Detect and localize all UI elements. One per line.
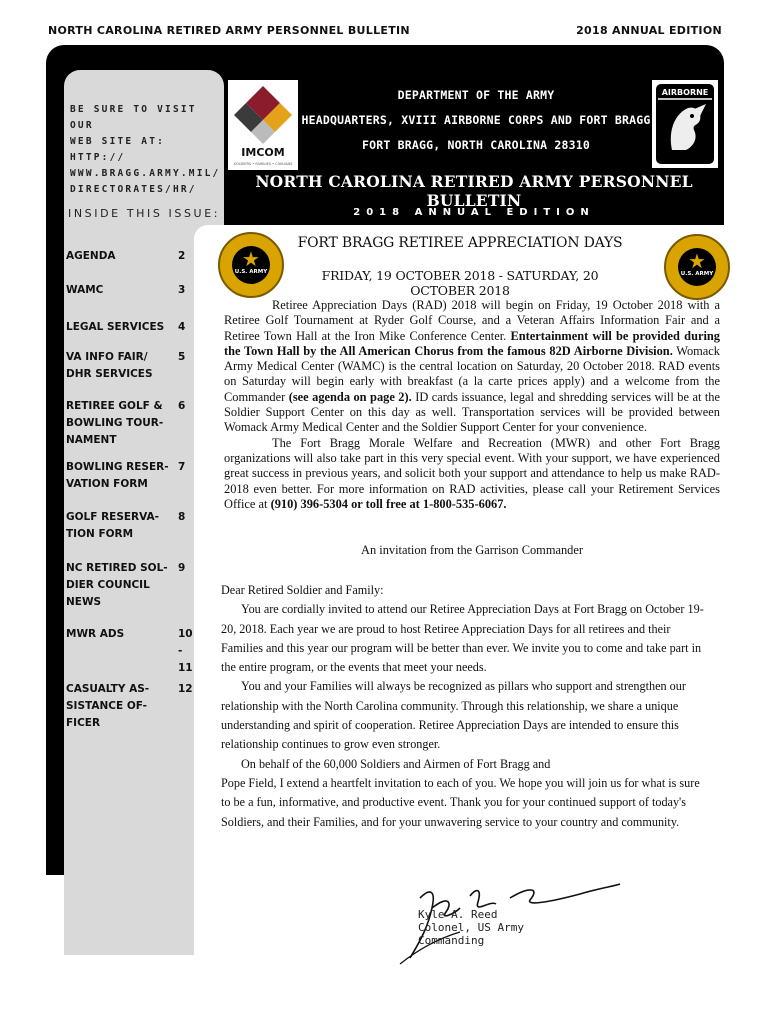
signature-block <box>418 908 524 947</box>
letter-paragraph: You are cordially invited to attend our Retiree Appreciation Days at Fort Bragg on October 19-20, 2018. Each year we are proud to host Retiree Appreciation Days for all retirees and their Families and this year our program will be better than ever. We invite you to come and take part in the entire program, or the events that meet your needs. <box>221 602 704 675</box>
toc-label: AGENDA <box>66 250 116 262</box>
toc-page: 8 <box>178 511 186 523</box>
article-paragraph: Retiree Appreciation Days (RAD) 2018 will begin on Friday, 19 October 2018 with a Retiree Golf Tournament at Ryder Golf Course, and a Veteran Affairs Information Fair and a Retiree Town Hall at the Iron Mike Conference Center. Entertainment will be provided during the Town Hall by the All American Chorus from the famous 82D Airborne Division. Womack Army Medical Center (WAMC) is the central location on Saturday, 20 October 2018. RAD events on Saturday will begin early with breakfast (a la carte prices apply) and a welcome from the Commander (see agenda on page 2). ID cards issuance, legal and shredding services will be at the Soldier Support Center on this day as well. Transportation services will be provided between Womack Army Medical Center and the Soldier Support Center for your convenience. <box>224 298 720 435</box>
imcom-tagline: SOLDIERS • FAMILIES • CIVILIANS <box>233 162 293 166</box>
toc-page: 10 - 11 <box>178 628 193 674</box>
toc-page: 6 <box>178 400 186 412</box>
airborne-tab-text: AIRBORNE <box>661 88 709 97</box>
seal-text: U.S. ARMY <box>680 271 714 277</box>
header-line: FORT BRAGG, NORTH CAROLINA 28310 <box>362 138 590 152</box>
website-line: WEB SITE AT: HTTP:// <box>70 136 166 163</box>
toc-label: GOLF RESERVA-TION FORM <box>66 511 160 540</box>
toc-page: 12 <box>178 683 193 695</box>
website-line: WWW.BRAGG.ARMY.MIL/ <box>70 168 221 179</box>
retired-army-seal-right <box>664 234 730 300</box>
toc-page: 3 <box>178 284 186 296</box>
letter-salutation: Dear Retired Soldier and Family: <box>221 583 384 597</box>
toc-page: 2 <box>178 250 186 262</box>
signer-name: Kyle A. Reed <box>418 908 498 921</box>
toc-page: 7 <box>178 461 186 473</box>
imcom-logo <box>228 80 298 170</box>
retired-army-seal-left <box>218 232 284 298</box>
department-header <box>300 83 652 158</box>
top-bar-title: NORTH CAROLINA RETIRED ARMY PERSONNEL BULLETIN <box>48 24 410 37</box>
letter-paragraph: You and your Families will always be recognized as pillars who support and strengthen our relationship with the North Carolina community. Through this relationship, we share a unique understanding and spirit of cooperation. Retiree Appreciation Days are intended to ensure this relationship continues to grow even stronger. <box>221 679 686 752</box>
header-line: DEPARTMENT OF THE ARMY <box>397 88 555 102</box>
toc-label: VA INFO FAIR/ DHR SERVICES <box>66 351 153 380</box>
imcom-wordmark: IMCOM <box>241 146 285 159</box>
commander-letter <box>221 581 705 832</box>
edition-label: 2018 ANNUAL EDITION <box>353 207 595 218</box>
signer-title: Colonel, US Army <box>418 921 524 934</box>
article-title: FORT BRAGG RETIREE APPRECIATION DAYS <box>297 235 623 251</box>
article-body <box>224 298 720 512</box>
star-icon: ★ <box>688 249 706 273</box>
star-icon: ★ <box>242 247 260 271</box>
inside-issue-heading: INSIDE THIS ISSUE: <box>68 207 221 220</box>
letter-paragraph: On behalf of the 60,000 Soldiers and Airmen of Fort Bragg and <box>241 756 551 771</box>
article-paragraph: The Fort Bragg Morale Welfare and Recreation (MWR) and other Fort Bragg organizations will also take part in this very special event. With your support, we have experienced great success in previous years, and solicit both your support and attendance to help us make RAD-2018 even better. For more information on RAD activities, please call your Retirement Services Office at (910) 396-5304 or toll free at 1-800-535-6067. <box>224 435 720 511</box>
toc-label: NC RETIRED SOL-DIER COUNCIL NEWS <box>66 562 168 608</box>
top-bar-edition: 2018 ANNUAL EDITION <box>576 24 722 37</box>
top-bar <box>48 24 722 40</box>
article-date: FRIDAY, 19 OCTOBER 2018 - SATURDAY, 20 OCTOBER 2018 <box>321 268 599 298</box>
invitation-heading: An invitation from the Garrison Commander <box>361 543 583 557</box>
toc-label: LEGAL SERVICES <box>66 321 165 333</box>
toc-label: WAMC <box>66 284 104 296</box>
website-line: DIRECTORATES/HR/ <box>70 184 197 195</box>
toc-label: CASUALTY AS-SISTANCE OF-FICER <box>66 683 150 729</box>
toc-page: 5 <box>178 351 186 363</box>
toc-label: MWR ADS <box>66 628 125 640</box>
airborne-patch-logo <box>652 80 718 168</box>
toc-page: 4 <box>178 321 186 333</box>
bulletin-title: NORTH CAROLINA RETIRED ARMY PERSONNEL BULLETIN <box>255 172 693 210</box>
toc-label: BOWLING RESER-VATION FORM <box>66 461 169 490</box>
header-line: HEADQUARTERS, XVIII AIRBORNE CORPS AND FORT BRAGG <box>301 113 651 127</box>
signer-role: Commanding <box>418 934 485 947</box>
website-notice <box>70 102 220 198</box>
toc-page: 9 <box>178 562 186 574</box>
letter-paragraph: Pope Field, I extend a heartfelt invitation to each of you. We hope you will join us for what is sure to be a fun, informative, and productive event. Thank you for your continued support of today's Soldiers, and their Families, and for your unwavering service to your country and community. <box>221 775 700 829</box>
website-line: BE SURE TO VISIT OUR <box>70 104 197 131</box>
seal-text: U.S. ARMY <box>234 269 268 275</box>
toc-label: RETIREE GOLF & BOWLING TOUR-NAMENT <box>66 400 164 446</box>
